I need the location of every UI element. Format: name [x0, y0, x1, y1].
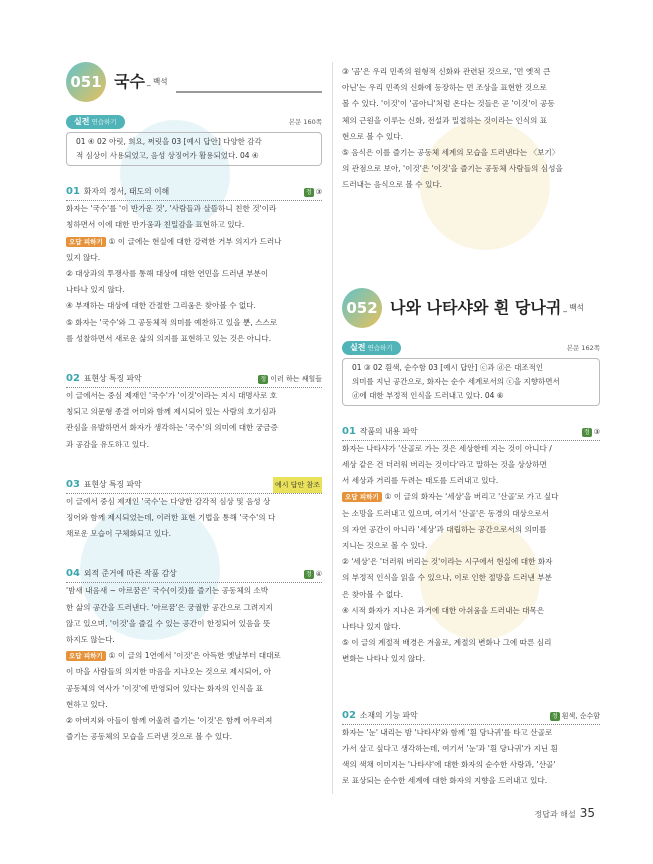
- explanation-line: ② '세상'은 '더러워 버리는 것'이라는 시구에서 현실에 대한 화자: [342, 557, 553, 567]
- question-01: [66, 184, 322, 347]
- question-answer: 정 ③: [583, 427, 600, 436]
- question-number: 03: [66, 478, 80, 490]
- explanation-line: ⑤ 이 글의 계절적 배경은 겨울로, 계절의 변화나 그에 따른 심리: [342, 638, 552, 648]
- question-number: 01: [66, 186, 80, 198]
- explanation-line: 한 삶의 공간을 드러낸다. '아르꿈'은 궁궐한 공간으로 그려지지: [66, 602, 273, 612]
- explanation-line: 은 찾아볼 수 없다.: [342, 589, 404, 599]
- explanation-line: 지니는 것으로 볼 수 있다.: [342, 541, 428, 551]
- section-number-badge: 051: [66, 62, 106, 102]
- answer-line: 01 ④ 02 아릿, 희요, 쩌릿을 03 [예시 답안] 다양한 감각: [76, 137, 262, 147]
- page-number: 35: [579, 806, 595, 820]
- explanation-line: ① 이 글의 1연에서 '이것'은 아득한 옛날부터 대대로: [108, 651, 281, 661]
- question-title: 외적 준거에 따른 작품 감상: [83, 569, 177, 579]
- explanation-line: 볼 수 있다. '이것'이 '곰아니'처럼 온다는 것들은 곧 '이것'이 공동: [342, 99, 555, 109]
- explanation-line: 로 표상되는 순수한 세계에 대한 화자의 지향을 드러내고 있다.: [342, 776, 548, 786]
- footer-label: 정답과 해설: [534, 810, 576, 819]
- explanation-line: '밤새 내음새 ~ 아르꿈은' 국수(이것)를 즐기는 공동체의 소박: [66, 586, 269, 596]
- explanation-line: 세상 같은 건 더러워 버리는 것이다'라고 말하는 것을 상상하면: [342, 460, 547, 470]
- question-title: 소재의 기능 파악: [359, 710, 418, 720]
- explanation-line: 즐기는 공동체의 모습을 드러낸 것으로 볼 수 있다.: [66, 732, 233, 742]
- section-title: 국수: [114, 71, 145, 91]
- answer-summary-box: [66, 132, 322, 166]
- page-reference: 본문 160쪽: [288, 118, 322, 126]
- explanation-line: 서 세상과 거리를 두려는 태도를 드러내고 있다.: [342, 476, 499, 486]
- question-number: 04: [66, 568, 80, 580]
- explanation-line: 칭하면서 이에 대한 반가움과 친밀감을 표현하고 있다.: [66, 220, 245, 230]
- explanation-line: 이 글에서는 중심 제재인 '국수'가 '이것'이라는 지시 대명사로 호: [66, 391, 278, 401]
- explanation-line: 의 관점으로 보아, '이것'은 '이것'을 즐기는 공동체 사람들의 심성을: [342, 164, 563, 174]
- continued-explanation: [342, 64, 600, 194]
- right-column: [342, 64, 600, 813]
- question-number: 02: [342, 709, 356, 721]
- explanation-line: 를 성찰하면서 새로운 삶의 의지를 표현하고 있는 것은 아니다.: [66, 333, 272, 343]
- explanation-line: 과 공감을 유도하고 있다.: [66, 439, 150, 449]
- question-title: 표현상 특징 파악: [83, 479, 142, 489]
- question-answer: 예시 답안 참조: [273, 477, 322, 493]
- question-answer: 정 흰색, 순수함: [551, 711, 600, 720]
- explanation-line: 화자는 '국수'를 '이 반가운 것', '사람들과 살뜰하니 친한 것'이라: [66, 204, 277, 214]
- question-answer: 정 이러 하는 쌔힐들: [260, 375, 322, 384]
- explanation-line: 화자는 '눈' 내리는 밤 '나타샤'와 함께 '흰 당나귀'를 타고 산골로: [342, 727, 553, 737]
- explanation-line: 현하고 있다.: [66, 699, 108, 709]
- answer-summary-box: [342, 358, 600, 406]
- question-number: 02: [66, 373, 80, 385]
- explanation-line: ⑤ 음식은 이를 즐기는 공동체 세계의 모습을 드러낸다는 〈보기〉: [342, 148, 560, 158]
- question-header: [342, 708, 600, 725]
- question-header: [66, 184, 322, 201]
- explanation-line: 관심을 유발하면서 화자가 생각하는 '국수'의 의미에 대한 궁금증: [66, 423, 278, 433]
- question-02: [66, 371, 322, 453]
- explanation-line: 않고 있으며, '이것'을 즐길 수 있는 공간이 한정되어 있음을 뜻: [66, 618, 271, 628]
- explanation-line: 하지도 않는다.: [66, 635, 115, 645]
- answer-line: 적 심상이 사용되었고, 음성 상징어가 활용되었다. 04 ④: [76, 151, 259, 161]
- question-answer: 정 ④: [305, 570, 322, 579]
- question-04: [66, 566, 322, 745]
- explanation-line: 의 자연 공간이 아니라 '세상'과 대립하는 공간으로서의 의미를: [342, 524, 547, 534]
- section-number-badge: 052: [342, 288, 382, 328]
- left-column: [66, 64, 322, 769]
- question-01: [342, 424, 600, 668]
- section-author: _ 백석: [563, 302, 584, 312]
- explanation-line: 공동체의 역사가 '이것'에 반영되어 있다는 화자의 인식을 표: [66, 683, 264, 693]
- page-footer: [535, 806, 595, 820]
- explanation-line: 화자는 나타샤가 '산골로 가는 것은 세상한테 지는 것이 아니다 /: [342, 443, 552, 453]
- explanation-line: 있지 않다.: [66, 252, 101, 262]
- section-header-052: [342, 290, 600, 326]
- answer-line: ⓓ에 대한 부정적 인식을 드러내고 있다. 04 ⑥: [352, 390, 504, 400]
- explanation-line: 는 소망을 드러내고 있으며, 여기서 '산골'은 동경의 대상으로서: [342, 508, 549, 518]
- question-header: [66, 566, 322, 583]
- wrong-answer-label: 오답 피하기: [342, 492, 382, 502]
- question-answer: 정 ③: [305, 188, 322, 197]
- answer-line: 01 ③ 02 흰색, 순수함 03 [예시 답안] ⓒ과 ⓓ은 대조적인: [352, 362, 544, 372]
- explanation-line: ① 이 글에는 현실에 대한 강력한 거부 의지가 드러나: [108, 236, 282, 246]
- question-title: 작품의 내용 파악: [359, 426, 418, 436]
- question-header: [342, 424, 600, 441]
- wrong-answer-label: 오답 피하기: [66, 651, 106, 661]
- question-header: [66, 477, 322, 494]
- explanation-line: 나타나 있지 않다.: [342, 622, 401, 632]
- section-header-051: [66, 64, 322, 100]
- practice-label: 실전 연습하기: [66, 115, 125, 129]
- explanation-line: 변화는 나타나 있지 않다.: [342, 654, 426, 664]
- question-number: 01: [342, 425, 356, 437]
- practice-label: 실전 연습하기: [342, 341, 401, 355]
- explanation-line: ③ '곰'은 우리 민족의 원형적 신화와 관련된 것으로, '먼 옛적 큰: [342, 67, 551, 76]
- explanation-line: ④ 시적 화자가 지나온 과거에 대한 아쉬움을 드러내는 대목은: [342, 605, 545, 615]
- section-author: _ 백석: [146, 76, 168, 86]
- explanation-line: 나타나 있지 않다.: [66, 285, 125, 295]
- question-02: [342, 708, 600, 790]
- answer-line: 의미를 지닌 공간으로, 화자는 순수 세계로서의 ⓒ을 지향하면서: [352, 376, 560, 386]
- explanation-line: 이 마을 사람들의 의지한 마음을 지나오는 것으로 제시되어, 아: [66, 667, 272, 677]
- explanation-line: 칭되고 의문형 종결 어미와 함께 제시되어 있는 사람의 호기심과: [66, 407, 277, 417]
- question-03: [66, 477, 322, 543]
- explanation-line: ② 대상과의 투쟁사를 통해 대상에 대한 연민을 드러낸 부분이: [66, 269, 269, 279]
- explanation-line: ⑤ 화자는 '국수'와 그 공동체적 의미를 예찬하고 있을 뿐, 스스로: [66, 317, 278, 327]
- explanation-line: 체의 근원을 이루는 신화, 전설과 밀접하는 것이라는 인식의 표: [342, 115, 548, 125]
- explanation-line: 징어와 함께 제시되었는데, 이러한 표현 기법을 통해 '국수'의 다: [66, 513, 276, 523]
- explanation-line: 색의 색채 이미지는 '나타샤'에 대한 화자의 순수한 사랑과, '산골': [342, 760, 556, 770]
- practice-header: [66, 114, 322, 130]
- explanation-line: ④ 부재하는 대상에 대한 간절한 그리움은 찾아볼 수 없다.: [66, 301, 256, 311]
- question-title: 화자의 정서, 태도의 이해: [83, 187, 170, 197]
- explanation-line: ① 이 글의 화자는 '세상'을 버리고 '산골'로 가고 싶다: [384, 492, 559, 502]
- explanation-line: 가서 살고 싶다고 생각하는데, 여기서 '눈'과 '흰 당나귀'가 지닌 흰: [342, 743, 558, 753]
- question-header: [66, 371, 322, 388]
- explanation-line: 아닌'는 우리 민족의 신화에 등장하는 먼 조상을 표현한 것으로: [342, 83, 547, 93]
- wrong-answer-label: 오답 피하기: [66, 237, 106, 247]
- section-title: 나와 나타샤와 흰 당나귀: [390, 297, 562, 317]
- explanation-line: 이 글에서 중심 제재인 '국수'는 다양한 감각적 심상 및 음성 상: [66, 496, 271, 506]
- explanation-line: 의 부정적 인식을 읽을 수 있으나, 이로 인한 절망을 드러낸 부분: [342, 573, 552, 583]
- explanation-line: 채로운 모습이 구체화되고 있다.: [66, 529, 172, 539]
- column-divider: [332, 62, 333, 794]
- explanation-line: ② 아버지와 아들이 함께 어울려 즐기는 '이것'은 함께 어우러져: [66, 716, 273, 726]
- practice-header: [342, 340, 600, 356]
- header-rule: [176, 91, 322, 93]
- explanation-line: 드러내는 음식으로 볼 수 있다.: [342, 180, 443, 190]
- page-reference: 본문 162쪽: [566, 343, 600, 352]
- question-title: 표현상 특징 파악: [83, 374, 142, 384]
- explanation-line: 현으로 볼 수 있다.: [342, 131, 404, 141]
